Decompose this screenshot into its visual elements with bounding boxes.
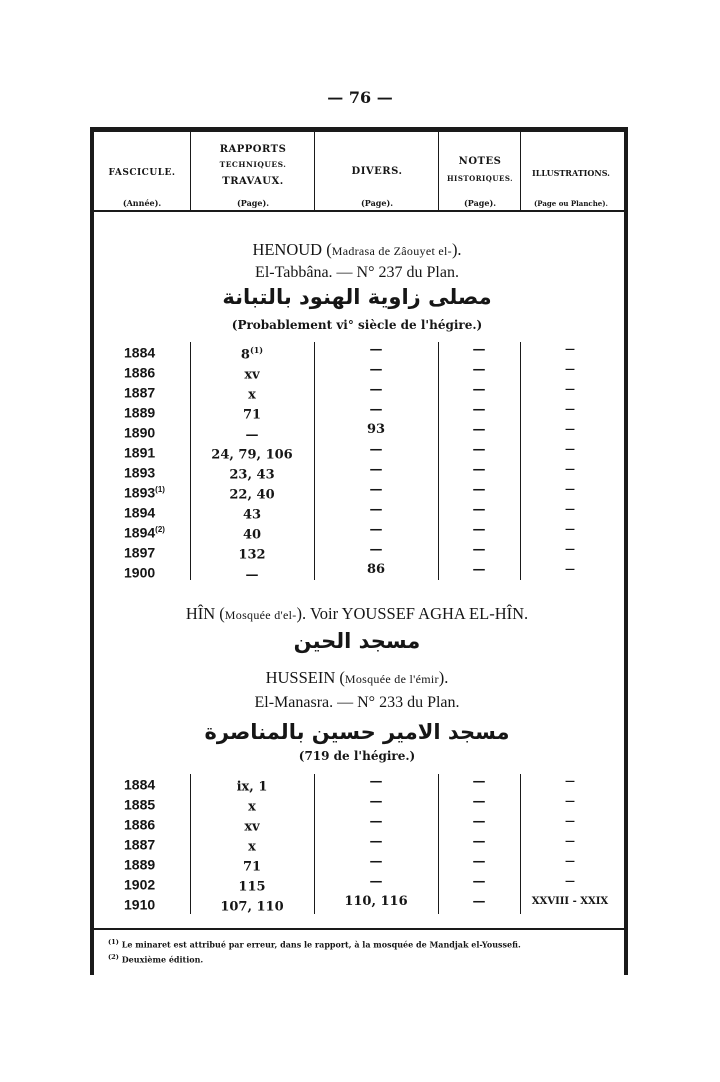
year-value: 1893 [124,464,156,481]
year-value: 1910 [124,896,156,913]
rapports-value: 132 [238,547,266,563]
divers-cell: — [369,362,383,377]
year-value: 1889 [124,404,156,421]
header-rapports-line1: RAPPORTS [219,144,287,155]
footnote-1-text: Le minaret est attribué par erreur, dans le rapport, à la mosquée de Mandjak el-Youssefi. [121,939,521,950]
illustrations-cell: — [565,344,575,355]
rapports-value: — [245,567,259,583]
header-illustrations [520,132,621,210]
section-henoud-title-main: HENOUD ( [252,240,332,259]
footnote-1 [108,938,521,950]
year-value: 1893 [124,484,156,501]
table-row [94,460,620,483]
illustrations-cell: — [565,796,575,807]
rapports-cell [190,560,314,585]
section-hin-title [94,604,620,624]
section-hussein-subtitle: El-Manasra. — N° 233 du Plan. [254,694,460,711]
divers-cell: 93 [366,422,386,437]
section-henoud-title-end: ). [451,240,462,259]
illustrations-cell: — [565,816,575,827]
page-number: — 76 — [327,88,393,107]
year-value: 1887 [124,384,156,401]
rapports-value: xv [244,819,260,835]
rapports-value: 40 [242,527,262,543]
divers-cell: — [369,522,383,537]
section-hin-title-end: ). Voir YOUSSEF AGHA EL-HÎN. [296,604,529,623]
year-value: 1886 [124,816,156,833]
rapports-value: 24, 79, 106 [211,447,293,463]
illustrations-cell: — [565,504,575,515]
year-cell [124,892,155,915]
year-value: 1902 [124,876,156,893]
section-hussein-title-main: HUSSEIN ( [265,668,345,687]
illustrations-cell: — [565,856,575,867]
rapports-value: 43 [242,507,262,523]
header-illustrations-sub: (Page ou Planche). [533,199,608,208]
header-notes-sub: (Page). [463,198,497,208]
rapports-footnote-mark: (1) [249,345,264,355]
illustrations-cell: — [565,444,575,455]
year-value: 1884 [124,776,156,793]
notes-cell: — [472,542,486,557]
section-henoud-note: (Probablement vi° siècle de l'hégire.) [231,318,483,332]
rapports-value: x [248,839,256,855]
table-row [94,440,620,463]
header-fascicule [94,132,190,210]
notes-cell: — [472,402,486,417]
table-row [94,420,620,443]
section-hussein-title [94,668,620,688]
notes-cell: — [472,562,486,577]
header-rapports-line3: TRAVAUX. [222,176,284,187]
rapports-value: x [248,387,256,403]
illustrations-cell: — [565,776,575,787]
header-fascicule-label: FASCICULE. [108,168,176,178]
table-row [94,480,620,503]
footnote-rule [94,928,624,930]
illustrations-cell: — [565,404,575,415]
table-row [94,380,620,403]
illustrations-cell: — [565,464,575,475]
table-header [94,132,624,212]
notes-cell: — [472,362,486,377]
footnote-2 [108,953,203,965]
table-row [94,540,620,563]
section-hussein-title-end: ). [438,668,449,687]
table-row [94,832,620,855]
notes-cell: — [472,874,486,889]
year-value: 1887 [124,836,156,853]
notes-cell: — [472,854,486,869]
section-hussein-note: (719 de l'hégire.) [298,749,416,763]
notes-cell: — [472,814,486,829]
table-row [94,500,620,523]
rapports-value: 23, 43 [229,467,275,483]
illustrations-cell: — [565,384,575,395]
divers-cell: — [369,502,383,517]
divers-cell: — [369,854,383,869]
notes-cell: — [472,342,486,357]
table-row [94,872,620,895]
divers-cell: — [369,794,383,809]
rapports-value: 107, 110 [220,899,284,915]
table-row [94,772,620,795]
illustrations-cell: — [565,424,575,435]
year-value: 1884 [124,344,156,361]
section-henoud-table [94,338,620,586]
rapports-value: — [245,427,259,443]
year-cell [124,560,155,583]
divers-cell: — [369,814,383,829]
footnote-2-text: Deuxième édition. [121,954,204,965]
illustrations-cell: — [565,364,575,375]
notes-cell: — [472,774,486,789]
rapports-cell [190,892,314,917]
table-row [94,520,620,543]
notes-cell: — [472,442,486,457]
year-footnote-mark: (2) [155,525,165,534]
section-henoud-arabic: مصلى زاوية الهنود بالتبانة [222,285,492,309]
rapports-value: 8 [240,347,250,363]
illustrations-cell: — [565,836,575,847]
table-row [94,360,620,383]
rapports-value: 115 [238,879,266,895]
year-value: 1889 [124,856,156,873]
illustrations-cell: — [565,564,575,575]
divers-cell: — [369,342,383,357]
section-hussein-arabic: مسجد الامير حسين بالمناصرة [204,720,510,744]
table-row [94,340,620,363]
illustrations-cell: — [565,484,575,495]
notes-cell: — [472,382,486,397]
divers-cell: 110, 116 [344,894,408,909]
divers-cell: — [369,382,383,397]
table-row [94,792,620,815]
year-value: 1894 [124,524,156,541]
notes-cell: — [472,834,486,849]
header-fascicule-sub: (Année). [122,198,162,208]
illustrations-cell: — [565,544,575,555]
table-row [94,560,620,583]
header-divers-label: DIVERS. [351,166,403,177]
illustrations-cell: — [565,876,575,887]
notes-cell: — [472,422,486,437]
header-rapports-sub: (Page). [236,198,270,208]
header-notes [438,132,521,210]
section-hin-title-smallcaps: Mosquée d'el- [224,608,297,622]
header-notes-line2: HISTORIQUES. [446,174,514,183]
year-value: 1891 [124,444,156,461]
year-value: 1885 [124,796,156,813]
divers-cell: — [369,874,383,889]
notes-cell: — [472,522,486,537]
notes-cell: — [472,894,486,909]
year-footnote-mark: (1) [155,485,165,494]
year-value: 1886 [124,364,156,381]
section-hussein-table [94,770,620,920]
year-value: 1894 [124,504,156,521]
section-hin-arabic: مسجد الحين [293,629,421,653]
rapports-value: x [248,799,256,815]
year-value: 1897 [124,544,156,561]
notes-cell: — [472,502,486,517]
rapports-value: xv [244,367,260,383]
header-rapports [190,132,315,210]
divers-cell: — [369,834,383,849]
divers-cell: — [369,482,383,497]
rapports-value: 22, 40 [229,487,275,503]
header-rapports-line2: TECHNIQUES. [219,160,287,169]
notes-cell: — [472,462,486,477]
divers-cell: — [369,462,383,477]
divers-cell: — [369,774,383,789]
rapports-value: 71 [242,407,262,423]
index-table-frame [90,127,628,975]
rapports-value: ix, 1 [236,779,268,795]
table-row [94,812,620,835]
year-value: 1890 [124,424,156,441]
footnote-1-mark: (1) [108,938,119,946]
illustrations-cell: — [565,524,575,535]
section-hin-title-main: HÎN ( [185,604,225,623]
divers-cell: 86 [366,562,386,577]
table-row [94,400,620,423]
table-row [94,852,620,875]
rapports-value: 71 [242,859,262,875]
divers-cell: — [369,542,383,557]
header-divers [314,132,439,210]
section-henoud-title-smallcaps: Madrasa de Zâouyet el- [331,244,452,258]
notes-cell: — [472,482,486,497]
notes-cell: — [472,794,486,809]
header-divers-sub: (Page). [360,198,394,208]
section-henoud-title [94,240,620,260]
section-hussein-title-smallcaps: Mosquée de l'émir [344,672,439,686]
header-illustrations-label: ILLUSTRATIONS. [532,168,610,178]
section-henoud-subtitle: El-Tabbâna. — N° 237 du Plan. [255,264,459,281]
footnote-2-mark: (2) [108,953,119,961]
year-value: 1900 [124,564,156,581]
divers-cell: — [369,442,383,457]
divers-cell: — [369,402,383,417]
table-row [94,892,620,915]
header-notes-line1: NOTES [458,156,502,167]
illustrations-cell: XXVIII - XXIX [531,896,609,907]
